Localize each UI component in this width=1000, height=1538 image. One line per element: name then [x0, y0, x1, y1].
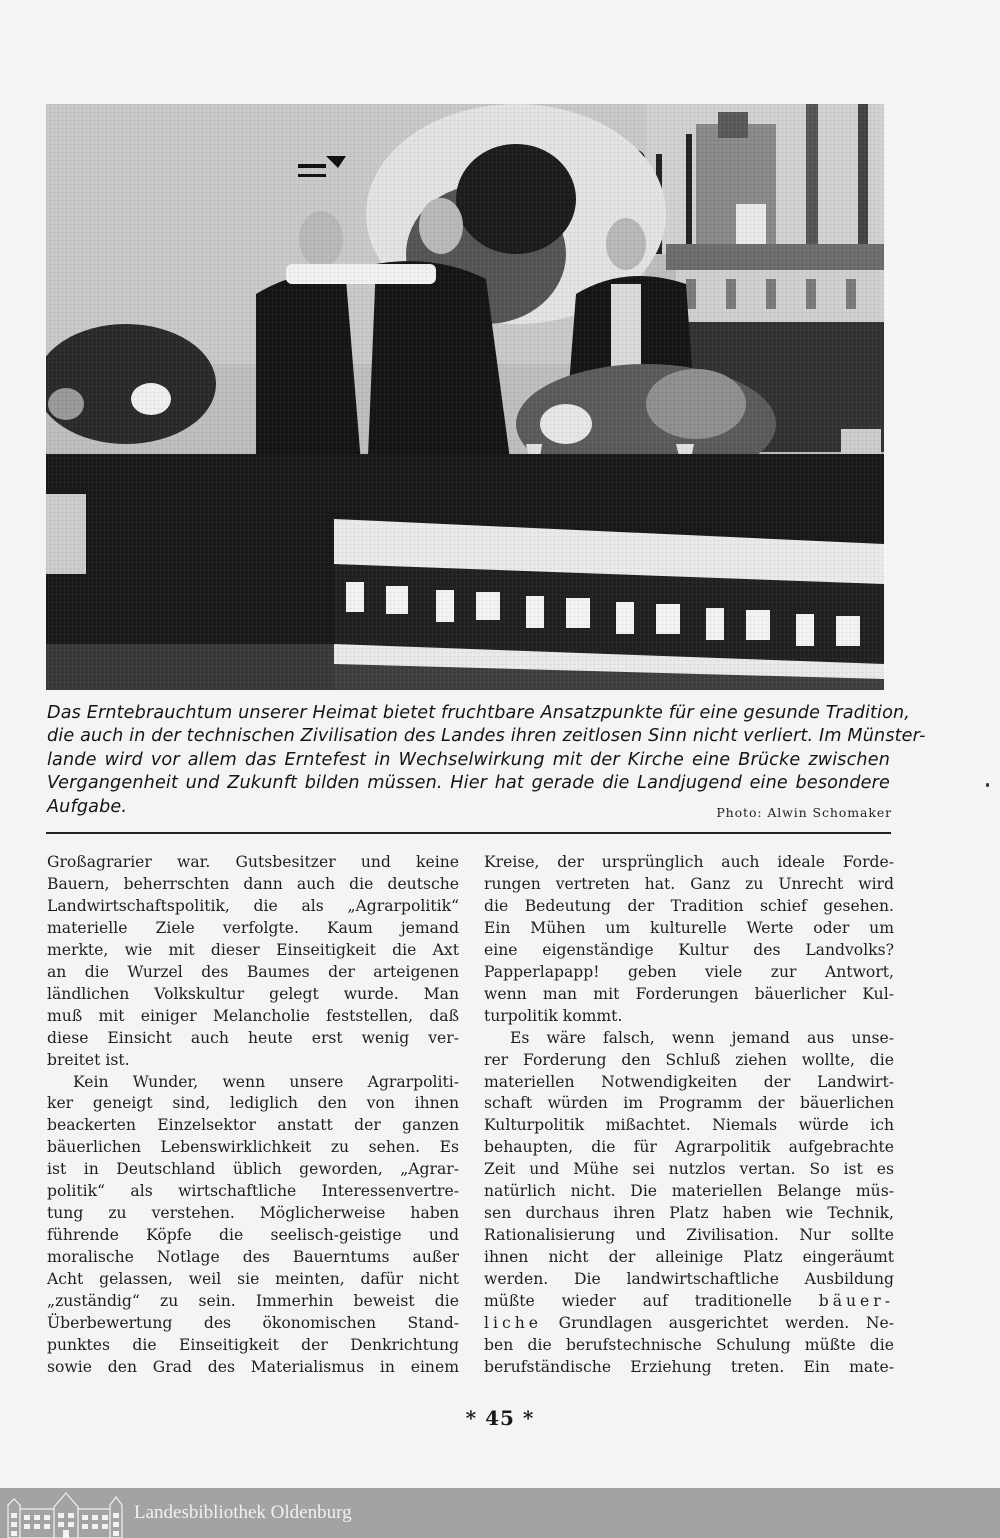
caption-line: Vergangenheit und Zukunft bilden müssen. Hier hat gerade die Landjugend eine besondere — [47, 773, 890, 794]
caption-line: die auch in der technischen Zivilisation des Landes ihren zeitlosen Sinn nicht verliert. Im Münster- — [47, 726, 926, 747]
text-line: die Bedeutung der Tradition schief gesehen. — [484, 896, 894, 915]
library-name: Landesbibliothek Oldenburg — [134, 1502, 352, 1523]
text-line: werden. Die landwirtschaftliche Ausbildung — [484, 1270, 894, 1289]
text-line: natürlich nicht. Die materiellen Belange müs- — [484, 1182, 894, 1201]
text-line: moralische Notlage des Bauerntums außer — [47, 1248, 459, 1267]
text-line: Rationalisierung und Zivilisation. Nur sollte — [484, 1226, 894, 1245]
text-line: punktes die Einseitigkeit der Denkrichtung — [47, 1335, 459, 1354]
article-photo — [46, 104, 884, 690]
text-line: „zuständig“ zu sein. Immerhin beweist die — [47, 1292, 459, 1311]
text-line: Kreise, der ursprünglich auch ideale Forde- — [484, 853, 894, 871]
photo-caption — [47, 702, 926, 819]
text-line: Ein Mühen um kulturelle Werte oder um — [484, 918, 894, 937]
text-line: Papperlapapp! geben viele zur Antwort, — [484, 962, 894, 981]
text-line: führende Köpfe die seelisch-geistige und — [47, 1226, 459, 1245]
text-fragment: Grundlagen ausgerichtet werden. Ne- — [558, 1314, 894, 1333]
text-fragment: müßte wieder auf traditionelle — [484, 1292, 792, 1311]
text-line: eine eigenständige Kultur des Landvolks? — [484, 940, 894, 959]
print-speck — [986, 783, 989, 787]
text-line: materiellen Notwendigkeiten der Landwirt- — [484, 1072, 894, 1091]
text-line: breitet ist. — [47, 1050, 130, 1069]
text-line: sowie den Grad des Materialismus in einem — [47, 1357, 459, 1376]
text-line: berufständische Erziehung treten. Ein mate- — [484, 1357, 894, 1376]
library-footer — [0, 1488, 1000, 1538]
text-line — [484, 1313, 894, 1335]
text-line: schaft würden im Programm der bäuerlichen — [484, 1094, 894, 1113]
text-line: behaupten, die für Agrarpolitik aufgebrachte — [484, 1138, 894, 1157]
text-line — [484, 1291, 894, 1313]
text-line: Großagrarier war. Gutsbesitzer und keine — [47, 853, 459, 871]
text-line: sen durchaus ihren Platz haben wie Technik, — [484, 1204, 894, 1223]
text-line: ländlichen Volkskultur gelegt wurde. Man — [47, 984, 459, 1003]
text-line: merkte, wie mit dieser Einseitigkeit die Axt — [47, 940, 459, 959]
harvest-altar-photo — [46, 104, 884, 690]
text-line: Überbewertung des ökonomischen Stand- — [47, 1314, 459, 1333]
text-line: materielle Ziele verfolgte. Kaum jemand — [47, 918, 459, 937]
text-line: Kein Wunder, wenn unsere Agrarpoliti- — [73, 1072, 459, 1091]
spaced-emphasis: bäuer- — [818, 1292, 894, 1311]
caption-line: Das Erntebrauchtum unserer Heimat bietet fruchtbare Ansatzpunkte für eine gesunde Tradition, — [47, 703, 911, 723]
text-line: tung zu verstehen. Möglicherweise haben — [47, 1204, 459, 1223]
text-line: rungen vertreten hat. Ganz zu Unrecht wird — [484, 874, 894, 893]
text-line: diese Einsicht auch heute erst wenig ver- — [47, 1028, 459, 1047]
text-line: ihnen nicht der alleinige Platz eingeräumt — [484, 1248, 894, 1267]
text-line: Zeit und Mühe sei nutzlos vertan. So ist es — [484, 1160, 894, 1179]
page-number: * 45 * — [465, 1406, 535, 1430]
text-column-left — [47, 852, 459, 1379]
text-line: Landwirtschaftspolitik, die als „Agrarpolitik“ — [47, 896, 459, 915]
text-line: turpolitik kommt. — [484, 1006, 623, 1025]
text-line: ker geneigt sind, lediglich den von ihnen — [47, 1094, 459, 1113]
caption-line: Aufgabe. — [47, 796, 128, 817]
text-line: wenn man mit Forderungen bäuerlicher Kul- — [484, 984, 894, 1003]
text-line: Kulturpolitik mißachtet. Niemals würde ich — [484, 1116, 894, 1135]
text-line: muß mit einiger Melancholie feststellen, daß — [47, 1006, 459, 1025]
text-line: Bauern, beherrschten dann auch die deutsche — [47, 874, 459, 893]
text-line: Es wäre falsch, wenn jemand aus unse- — [510, 1028, 894, 1047]
text-line: rer Forderung den Schluß ziehen wollte, die — [484, 1050, 894, 1069]
text-line: bäuerlichen Lebenswirklichkeit zu sehen. Es — [47, 1138, 459, 1157]
photo-credit: Photo: Alwin Schomaker — [716, 805, 892, 820]
section-divider — [46, 832, 891, 834]
library-building-icon — [6, 1491, 124, 1538]
text-line: ben die berufstechnische Schulung müßte die — [484, 1335, 894, 1354]
text-line: ist in Deutschland üblich geworden, „Agrar- — [47, 1160, 459, 1179]
text-line: politik“ als wirtschaftliche Interessenvertre- — [47, 1182, 459, 1201]
text-line: beackerten Einzelsektor anstatt der ganzen — [47, 1116, 459, 1135]
text-line: an die Wurzel des Baumes der arteigenen — [47, 962, 459, 981]
spaced-emphasis: liche — [484, 1314, 542, 1333]
caption-line: lande wird vor allem das Erntefest in Wechselwirkung mit der Kirche eine Brücke zwischen — [47, 749, 890, 770]
text-line: Acht gelassen, weil sie meinten, dafür nicht — [47, 1270, 459, 1289]
text-column-right — [484, 852, 894, 1379]
